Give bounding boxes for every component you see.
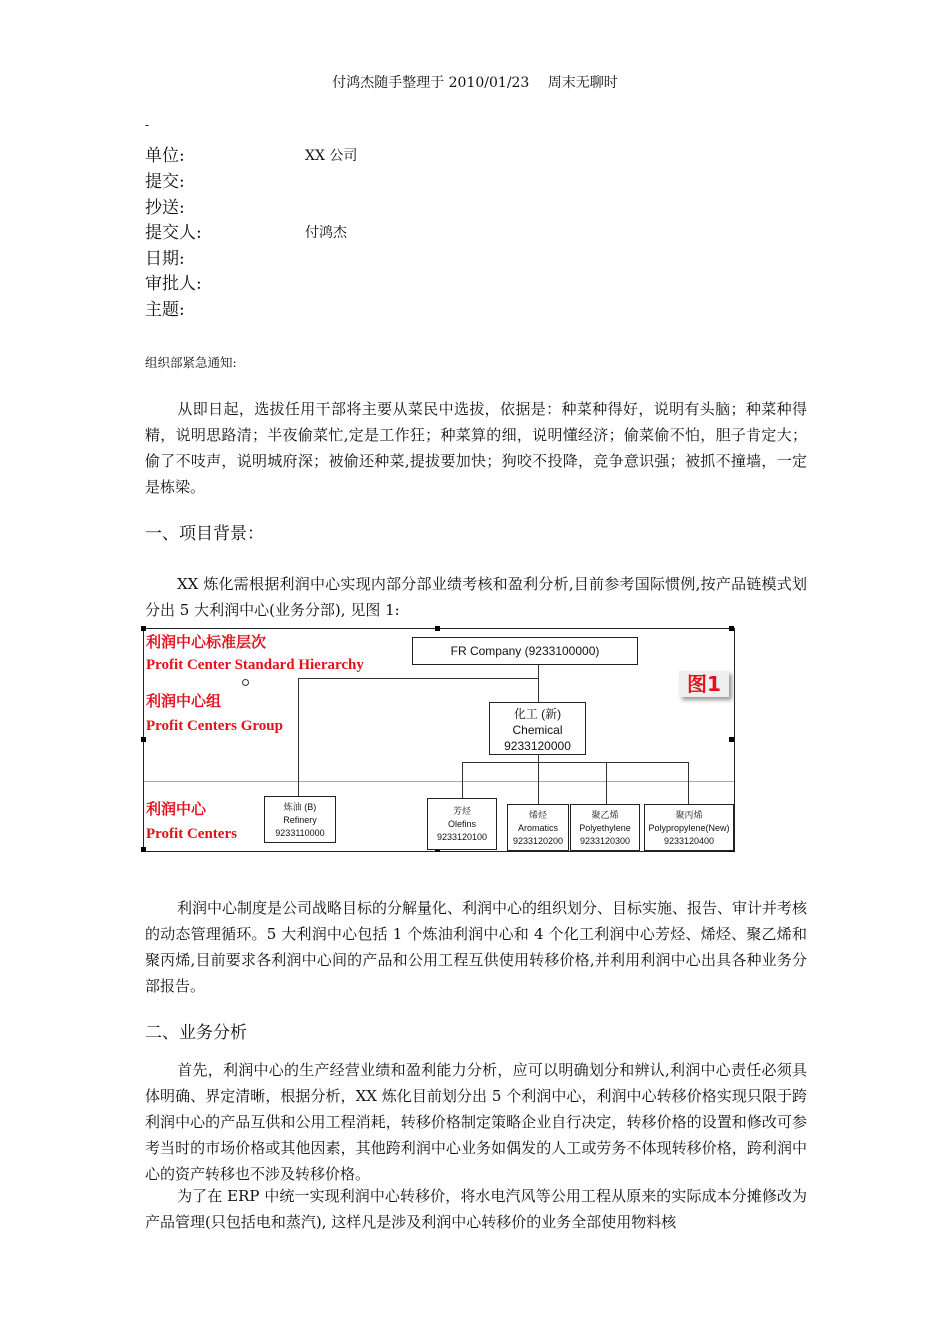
selection-handle: [435, 626, 440, 631]
node-cn: 烯烃: [528, 810, 547, 820]
section1-heading: 一、项目背景：: [145, 524, 264, 544]
node-chemical: [489, 702, 586, 755]
label-group-cn: 利润中心组: [146, 694, 222, 710]
node-cn: 炼油 (B): [283, 802, 317, 812]
memo-label-subject: 主题:: [145, 300, 185, 320]
node-cn: 聚乙烯: [591, 810, 619, 820]
node-code: 9233120200: [512, 836, 564, 846]
node-chemical-cn: 化工 (新): [513, 707, 562, 721]
connector: [462, 762, 689, 763]
node-chemical-en: Chemical: [512, 723, 563, 737]
connector: [606, 762, 607, 804]
label-centers-en: Profit Centers: [146, 826, 237, 842]
connector: [298, 678, 299, 796]
connector: [462, 762, 463, 800]
memo-value-unit: XX 公司: [305, 148, 358, 164]
level-separator: [144, 781, 734, 782]
node-en: Aromatics: [517, 823, 558, 833]
connector: [688, 762, 689, 804]
section2-para1-text: 首先，利润中心的生产经营业绩和盈利能力分析，应可以明确划分和辨认,利润中心责任必须具体明确、界定清晰，根据分析，XX 炼化目前划分出 5 个利润中心，利润中心转移价格实现只限于跨利润中心的产品互供和公用工程消耗，转移价格制定策略企业自行决定，转移价格的设置和修改可参考当时的市场价格或其他因素，其他跨利润中心业务如偶发的人工或劳务不体现转移价格，跨利润中心的资产转移也不涉及转移价格。: [145, 1061, 807, 1183]
node-polyethylene: [570, 804, 640, 851]
memo-label-submitter: 提交人:: [145, 223, 202, 243]
section1-paragraph2: [145, 895, 807, 999]
memo-label-unit: 单位:: [145, 146, 185, 166]
node-code: 9233120100: [436, 832, 488, 842]
section2-para2-text: 为了在 ERP 中统一实现利润中心转移价，将水电汽风等公用工程从原来的实际成本分摊修改为产品管理(只包括电和蒸汽), 这样凡是涉及利润中心转移价的业务全部使用物料核: [145, 1187, 807, 1231]
memo-label-date: 日期:: [145, 249, 185, 269]
node-en: Polypropylene(New): [648, 823, 730, 833]
node-en: Olefins: [447, 819, 476, 829]
intro-text: 从即日起，选拔任用干部将主要从菜民中选拔，依据是：种菜种得好，说明有头脑；种菜种得精，说明思路清；半夜偷菜忙,定是工作狂；种菜算的细，说明懂经济；偷菜偷不怕，胆子肯定大；偷了不吱声，说明城府深；被偷还种菜,提拔要加快；狗咬不投降，竞争意识强；被抓不撞墙，一定是栋梁。: [145, 400, 807, 496]
node-refinery: [264, 796, 336, 843]
node-olefins: [427, 798, 497, 850]
section2-paragraph1: [145, 1057, 807, 1187]
figure-profit-center-hierarchy: [143, 628, 735, 852]
section2-paragraph2: [145, 1183, 807, 1235]
section1-para2-text: 利润中心制度是公司战略目标的分解量化、利润中心的组织划分、目标实施、报告、审计并考核的动态管理循环。5 大利润中心包括 1 个炼油利润中心和 4 个化工利润中心芳烃、烯烃、聚乙烯和聚丙烯,目前要求各利润中心间的产品和公用工程互供使用转移价格,并利用利润中心出具各种业务分部报告。: [145, 899, 808, 995]
connector: [538, 762, 539, 804]
node-fr-company: FR Company (9233100000): [412, 637, 638, 665]
dash-marker: -: [145, 118, 150, 132]
label-standard-hierarchy-cn: 利润中心标准层次: [146, 635, 267, 651]
node-polypropylene: [644, 804, 734, 851]
node-cn: 芳烃: [452, 806, 471, 816]
label-standard-hierarchy-en: Profit Center Standard Hierarchy: [146, 657, 364, 673]
notice-title: 组织部紧急通知:: [145, 355, 237, 370]
node-code: 9233120400: [663, 836, 715, 846]
page-header: 付鸿杰随手整理于 2010/01/23 周末无聊时: [332, 75, 618, 91]
selection-handle: [729, 737, 734, 742]
section1-paragraph1: [145, 571, 807, 623]
section2-heading: 二、业务分析: [145, 1023, 247, 1043]
node-code: 9233120300: [579, 836, 631, 846]
memo-label-submit: 提交:: [145, 172, 185, 192]
memo-label-approver: 审批人:: [145, 274, 202, 294]
label-centers-cn: 利润中心: [146, 802, 207, 818]
connector: [538, 678, 539, 702]
connector: [538, 665, 539, 679]
selection-handle: [141, 737, 146, 742]
node-en: Refinery: [283, 815, 317, 825]
node-en: Polyethylene: [579, 823, 631, 833]
figure-badge: 图1: [679, 671, 729, 697]
anchor-circle: [242, 679, 249, 686]
intro-paragraph: [145, 396, 807, 500]
memo-value-submitter: 付鸿杰: [305, 225, 347, 241]
node-cn: 聚丙烯: [675, 810, 703, 820]
connector: [298, 678, 539, 679]
label-group-en: Profit Centers Group: [146, 718, 283, 734]
selection-handle: [141, 847, 146, 852]
selection-handle: [729, 626, 734, 631]
node-code: 9233110000: [275, 828, 325, 838]
memo-label-cc: 抄送:: [145, 198, 185, 218]
node-aromatics: [507, 804, 569, 851]
section1-para1-text: XX 炼化需根据利润中心实现内部分部业绩考核和盈利分析,目前参考国际惯例,按产品链模式划分出 5 大利润中心(业务分部), 见图 1:: [145, 575, 807, 619]
node-chemical-code: 9233120000: [504, 739, 571, 753]
